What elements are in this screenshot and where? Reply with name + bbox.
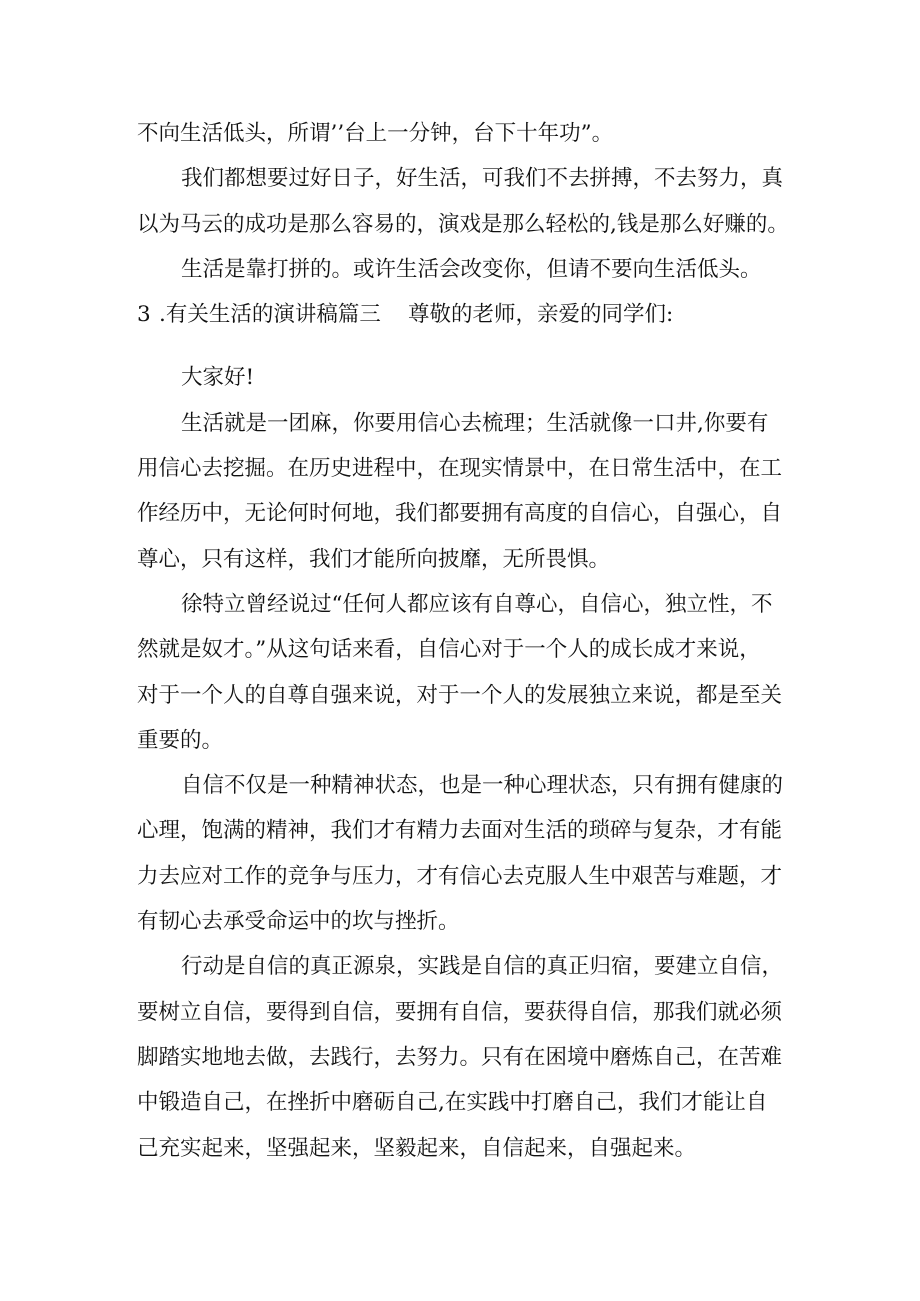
paragraph-line: 有韧心去承受命运中的坎与挫折。 [137,909,460,935]
paragraph-line: 己充实起来，坚强起来，坚毅起来，自信起来，自强起来。 [137,1135,697,1161]
paragraph-line: 作经历中，无论何时何地，我们都要拥有高度的自信心，自强心，自 [137,501,783,527]
section-title: .有关生活的演讲稿篇三 [159,302,381,328]
paragraph-line: 生活就是一团麻，你要用信心去梳理；生活就像一口井,你要有 [181,410,769,436]
section-heading [137,297,787,342]
greeting: 大家好! [181,365,255,391]
paragraph-line: 我们都想要过好日子，好生活，可我们不去拼搏，不去努力，真 [181,166,784,192]
paragraph-line: 自信不仅是一种精神状态，也是一种心理状态，只有拥有健康的 [181,773,784,799]
paragraph-line: 要树立自信，要得到自信，要拥有自信，要获得自信，那我们就必须 [137,999,783,1025]
paragraph-line: 不向生活低头，所谓’’台上一分钟，台下十年功”。 [137,121,614,146]
paragraph-line: 以为马云的成功是那么容易的，演戏是那么轻松的,钱是那么好赚的。 [137,211,789,237]
paragraph-line: 力去应对工作的竞争与压力，才有信心去克服人生中艰苦与难题，才 [137,863,783,889]
paragraph-line: 中锻造自己，在挫折中磨砺自己,在实践中打磨自己，我们才能让自 [137,1090,768,1116]
paragraph-line: 重要的。 [137,727,224,753]
paragraph-line: 行动是自信的真正源泉，实践是自信的真正归宿，要建立自信， [181,954,784,980]
paragraph-line: 尊心，只有这样，我们才能所向披靡，无所畏惧。 [137,546,611,572]
paragraph-line: 徐特立曾经说过“任何人都应该有自尊心，自信心，独立性，不 [181,591,773,617]
paragraph-line: 生活是靠打拼的。或许生活会改变你，但请不要向生活低头。 [181,256,762,282]
paragraph-line: 对于一个人的自尊自强来说，对于一个人的发展独立来说，都是至关 [137,682,783,708]
paragraph-line: 心理，饱满的精神，我们才有精力去面对生活的琐碎与复杂，才有能 [137,818,783,844]
paragraph-line: 脚踏实地地去做，去践行，去努力。只有在困境中磨炼自己，在苦难 [137,1044,783,1070]
document-page [137,116,787,1176]
salutation: 尊敬的老师，亲爱的同学们: [408,302,674,328]
spacer [137,342,787,360]
paragraph-line: 然就是奴才。”从这句话来看，自信心对于一个人的成长成才来说， [137,637,761,663]
section-number: 3 [137,302,151,328]
paragraph-line: 用信心去挖掘。在历史进程中，在现实情景中，在日常生活中，在工 [137,456,783,482]
